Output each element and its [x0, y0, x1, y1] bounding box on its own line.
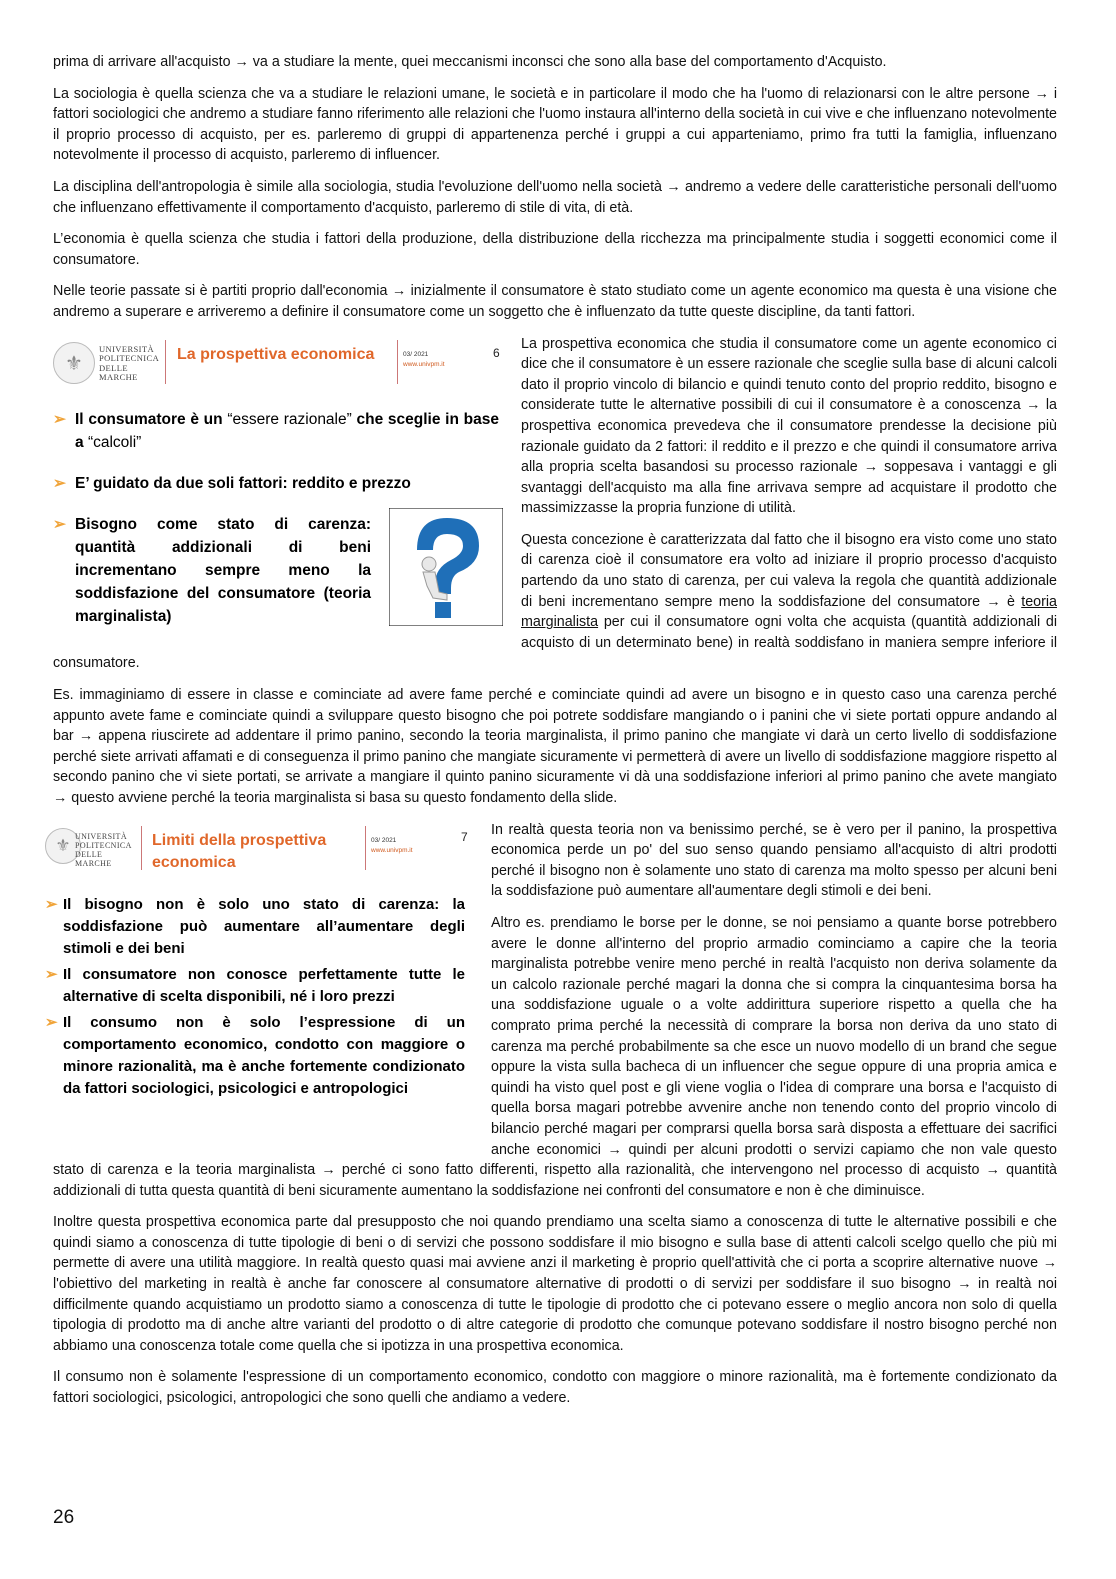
- arrow-bullet-icon: ➢: [45, 1013, 58, 1031]
- slide-header: [53, 824, 473, 886]
- paragraph: Inoltre questa prospettiva economica parte dal presupposto che noi quando prendiamo una scelta siamo a conoscenza di tutte le alternative possibili e che quindi siamo a conoscenza di tutte tipologie di beni o di servizi che possono soddisfare il mio bisogno e sulla base di attenti calcoli scelgo quello che più mi permette di avere una utilità maggiore. In realtà questo quasi mai avviene anzi il marketing è proprio quell'attività che ci porta a scoprire alternative nuove → l'obiettivo del marketing in realtà è anche far conoscere al consumatore alternative di prodotti o di servizi per soddisfare il suo bisogno → in realtà noi difficilmente quando acquistiamo un prodotto siamo a conoscenza di tutte le tipologie di prodotto che ci potevano essere o meglio ancora non solo di quella tipologia di prodotto ma di anche altre varianti del prodotto o di altre categorie di prodotto che comunque potevano soddisfare il nostro bisogno perché non abbiamo una conoscenza totale come quella che si ipotizza in una prospettiva economica.: [53, 1214, 1057, 1354]
- arrow-bullet-icon: ➢: [53, 474, 66, 492]
- question-mark-figure-icon: [389, 508, 503, 626]
- slide-bullet: ➢ Il bisogno non è solo uno stato di carenza: la soddisfazione può aumentare all’aumentare degli stimoli e dei beni: [45, 895, 465, 957]
- slide-bullet: ➢ Bisogno come stato di carenza: quantità addizionali di beni incrementano sempre meno la soddisfazione del consumatore (teoria marginalista): [53, 513, 371, 628]
- slide-site: www.univpm.it: [403, 360, 445, 368]
- paragraph: L’economia è quella scienza che studia i fattori della produzione, della distribuzione della ricchezza ma principalmente studia i soggetti economici come il consumatore.: [53, 231, 1057, 268]
- paragraph: Nelle teorie passate si è partiti proprio dall'economia → inizialmente il consumatore è stato studiato come un agente economico ma questa è una visione che andremo a superare e arriveremo a definire il consumatore come un soggetto che è influenzato da tutte queste discipline, da tanti fattori.: [53, 283, 1057, 320]
- paragraph: La sociologia è quella scienza che va a studiare le relazioni umane, le società e in particolare il modo che ha l'uomo di relazionarsi con le altre persone → i fattori sociologici che andremo a studiare fanno riferimento alle relazioni che l'uomo instaura all'interno della società in cui vive e che influenzano notevolmente il proprio processo di acquisto, per es. parleremo di gruppi di appartenenza perché i gruppi a cui apparteniamo, primo fra tutti la famiglia, influenzano notevolmente il processo di acquisto, parleremo di influencer.: [53, 85, 1057, 164]
- slide-bullet: ➢ Il consumo non è solo l’espressione di un comportamento economico, condotto con maggiore o minore razionalità, ma è anche fortemente condizionato da fattori sociologici, psicologici e antropologici: [45, 1013, 465, 1097]
- slide-meta: [371, 836, 413, 856]
- slide-number: 6: [493, 345, 500, 360]
- arrow-bullet-icon: ➢: [53, 410, 66, 428]
- university-seal-icon: ⚜: [53, 342, 95, 384]
- paragraph: Es. immaginiamo di essere in classe e cominciate ad avere fame perché e cominciate quindi ad avere un bisogno e in questo caso una carenza perché appunto avete fame e cominciate quindi a sviluppare questo bisogno che poi potrete soddisfare mangiando o i panini che vi siete portati oppure andando al bar → appena riuscirete ad addentare il primo panino, secondo la teoria marginalista, il primo panino che mangiate vi darà un certo livello di soddisfazione perché siete arrivati affamati e di conseguenza il primo panino che mangiate sicuramente vi permetterà di avere un livello di soddisfazione maggiore rispetto al secondo panino che vi siete portati, se arrivate a mangiare il quinto panino sicuramente vi dà una soddisfazione inferiori al primo panino che avete mangiato → questo avviene perché la teoria marginalista si basa su questo fondamento della slide.: [53, 687, 1057, 806]
- divider: [165, 340, 166, 384]
- slide-title: Limiti della prospettiva economica: [152, 831, 327, 871]
- university-name: UNIVERSITÀ POLITECNICA DELLE MARCHE: [99, 343, 159, 383]
- paragraph: prima di arrivare all'acquisto → va a studiare la mente, quei meccanismi inconsci che sono alla base del comportamento d'Acquisto.: [53, 54, 887, 70]
- divider: [141, 826, 142, 870]
- divider: [365, 826, 366, 870]
- slide-header: [53, 338, 503, 394]
- slide-date: 03/ 2021: [403, 350, 429, 358]
- arrow-bullet-icon: ➢: [45, 895, 58, 913]
- page-content: [45, 52, 1057, 1420]
- paragraph: Questa concezione è caratterizzata dal fatto che il bisogno era visto come uno stato di carenza cioè il consumatore era volto ad iniziare il proprio processo d'acquisto partendo da uno stato di carenza, per cui valeva la regola che quantità addizionale di beni incrementano sempre meno la soddisfazione del consumatore → è teoria marginalista per cui il consumatore ogni volta che acquista (quantità addizionali di acquisto di un determinato bene) in realtà soddisfano in maniera sempre inferiore il consumatore.: [53, 531, 1057, 672]
- teoria-marginalista-link: teoria marginalista: [521, 593, 1057, 631]
- university-name: UNIVERSITÀ POLITECNICA DELLE MARCHE: [75, 831, 132, 868]
- university-seal-icon: ⚜: [45, 828, 81, 864]
- paragraph: La disciplina dell'antropologia è simile alla sociologia, studia l'evoluzione dell'uomo nella società → andremo a vedere delle caratteristiche personali dell'uomo che influenzano effettivamente il comportamento d'acquisto, parleremo di stile di vita, di età.: [53, 178, 1057, 216]
- slide-title: La prospettiva economica: [177, 345, 375, 363]
- page-number: 26: [53, 1507, 75, 1528]
- slide-meta: [403, 350, 445, 370]
- divider: [397, 340, 398, 384]
- slide-number: 7: [461, 829, 468, 844]
- paragraph: La prospettiva economica che studia il consumatore come un agente economico ci dice che il consumatore è un essere razionale che sceglie sulla base di alcuni calcoli dato il proprio vincolo di bilancio e quindi tenuto conto del proprio reddito, bisogno e considerate tutte le alternative possibili di cui il consumatore è a conoscenza → la prospettiva economica prevedeva che il consumatore prendesse la decisione più razionale guidato da 2 fattori: il reddito e il prezzo e che quindi il consumatore arriva alla propria scelta basandosi su processo razionale → soppesava i vantaggi e gli svantaggi dell'acquisto ma alla fine arrivava sempre ad acquistare il prodotto che massimizzasse la propria funzione di utilità.: [521, 335, 1057, 517]
- slide-bullet: ➢ Il consumatore non conosce perfettamente tutte le alternative di scelta disponibili, né i loro prezzi: [45, 965, 465, 1005]
- slide-bullet: ➢ Il consumatore è un “essere razionale” che sceglie in base a “calcoli”: [53, 408, 499, 454]
- paragraph: Altro es. prendiamo le borse per le donne, se noi pensiamo a quante borse potrebbero avere le donne all'interno del proprio armadio cominciamo a capire che la teoria marginalista potrebbe venire meno perché in realtà l'acquisto non deriva solamente da un calcolo razionale perché magari la donna che si compra la cinquantesima borsa ha una soddisfazione uguale o a volte addirittura superiore rispetto a quella che ha comprato prima perché la necessità di comprare la borsa non deriva da uno stato di carenza ma perché probabilmente sa che esce un nuovo modello di un brand che segue oppure la vista sulla bacheca di un influencer che segue oppure di una propria amica e quindi ha visto quel post e gli viene voglia o l'idea di comprare una borsa e l'acquisto di quella borsa magari potrebbe avvenire anche non tenendo conto del proprio vincolo di bilancio perché magari per comprarsi quella borsa sarà disposta a effettuare dei sacrifici anche economici → quindi per alcuni prodotti o servizi capiamo che non vale questo stato di carenza e la teoria marginalista → perché ci sono fatto differenti, rispetto alla razionalità, che intervengono nel processo di acquisto → quantità addizionali di tutta questa quantità di beni sicuramente aumentano la soddisfazione nei confronti del consumatore e non è che diminuisce.: [53, 914, 1057, 1199]
- paragraph: Il consumo non è solamente l'espressione di un comportamento economico, condotto con maggiore o minore razionalità, ma è fortemente condizionato da fattori sociologici, psicologici, antropologici che sono quelli che andiamo a vedere.: [53, 1369, 1057, 1407]
- slide-limiti-prospettiva: [45, 824, 473, 1134]
- paragraph: In realtà questa teoria non va benissimo perché, se è vero per il panino, la prospettiva economica perde un po' del suo senso quando pensiamo all'acquisto di altri prodotti perché il bisogno non è solamente uno stato di carenza ma molto spesso per alcuni beni la soddisfazione può aumentare all'aumentare degli stimoli e dei beni.: [491, 821, 1057, 900]
- slide-site: www.univpm.it: [371, 846, 413, 854]
- arrow-bullet-icon: ➢: [53, 515, 66, 533]
- slide-bullets: [45, 894, 465, 1100]
- slide-bullet: ➢ E’ guidato da due soli fattori: reddito e prezzo: [53, 472, 499, 495]
- slide-date: 03/ 2021: [371, 836, 397, 844]
- arrow-bullet-icon: ➢: [45, 965, 58, 983]
- slide-prospettiva-economica: [53, 338, 503, 630]
